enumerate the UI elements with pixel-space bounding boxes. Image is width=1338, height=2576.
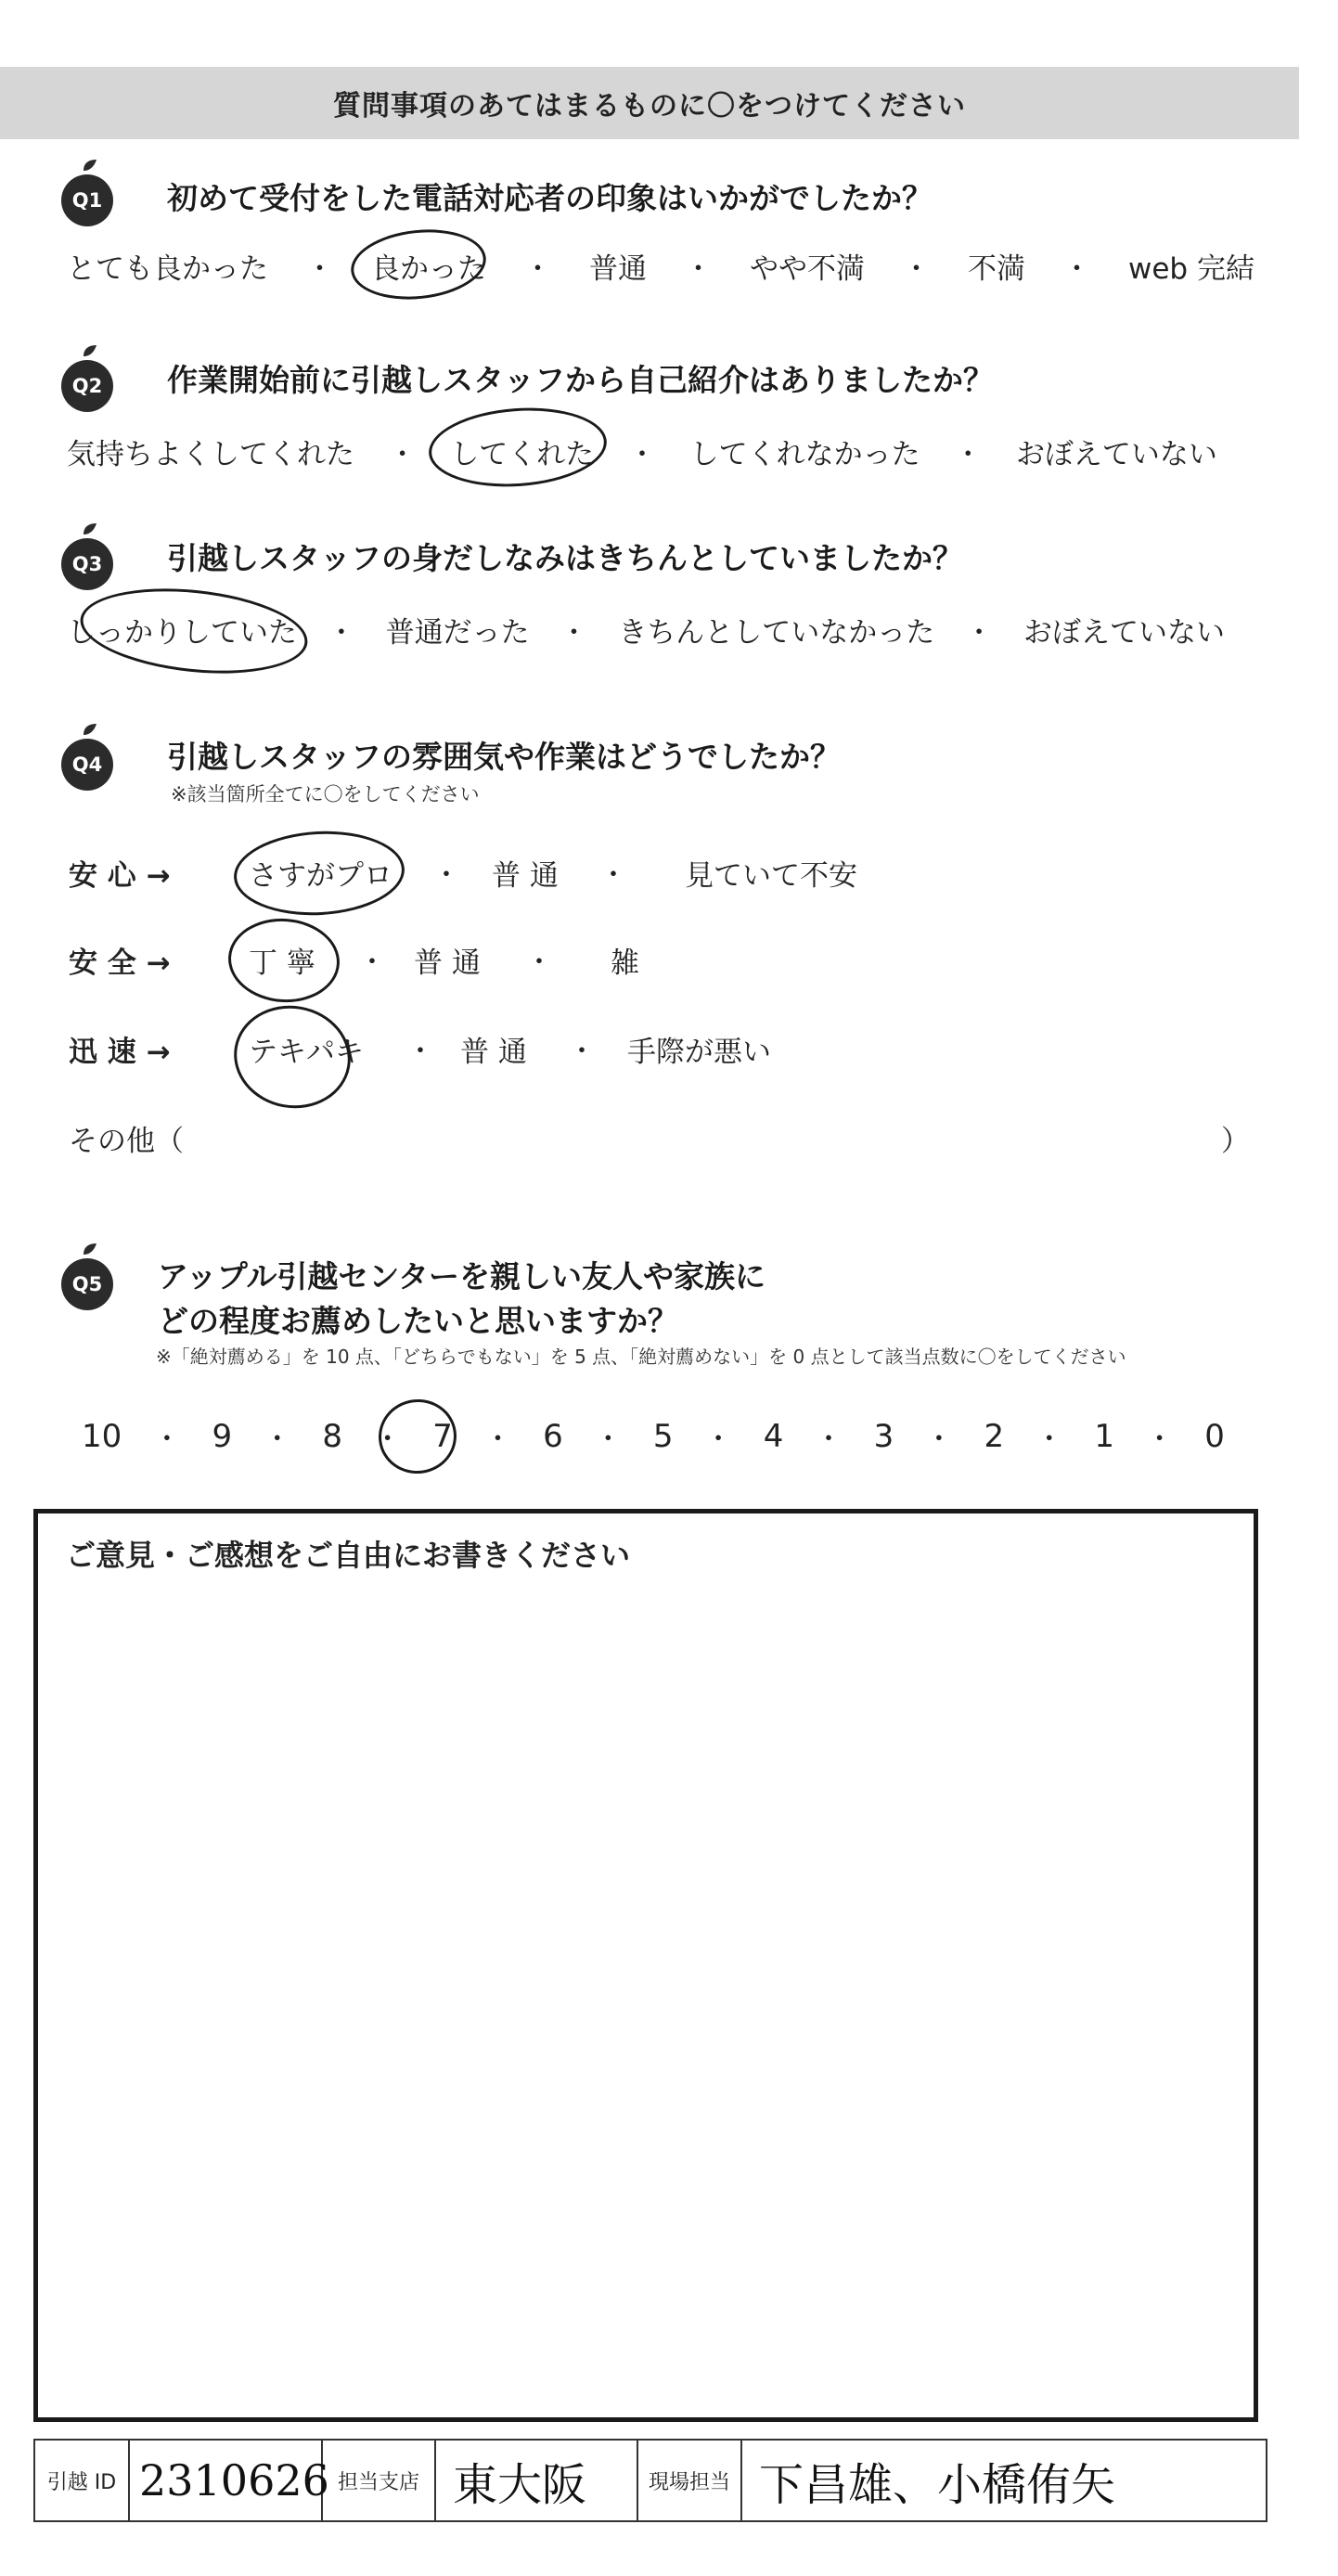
- separator-dot: ・: [599, 859, 627, 892]
- move-id-label: 引越 ID: [35, 2441, 130, 2520]
- instructions-header: [0, 67, 1299, 139]
- q1-option[interactable]: 普通: [589, 252, 647, 286]
- q4-row-label-anzen: 安 全 →: [69, 947, 171, 980]
- q3-option[interactable]: おぼえていない: [1023, 616, 1225, 650]
- branch-value: 東大阪: [434, 2441, 638, 2520]
- q3-option[interactable]: きちんとしていなかった: [618, 616, 935, 650]
- q2-option[interactable]: おぼえていない: [1015, 438, 1217, 471]
- q4-option-selected[interactable]: テキパキ: [249, 1036, 364, 1069]
- q3-question: 引越しスタッフの身だしなみはきちんとしていましたか？: [167, 540, 963, 576]
- leaf-icon: [82, 1242, 98, 1256]
- staff-label: 現場担当: [638, 2441, 742, 2520]
- separator-dot: ・: [560, 616, 588, 650]
- score-option[interactable]: 5: [652, 1418, 674, 1455]
- leaf-icon: [82, 722, 98, 737]
- separator-dot: ・: [406, 1036, 434, 1068]
- comments-title: ご意見・ご感想をご自由にお書きください: [66, 1538, 631, 1573]
- score-option[interactable]: 10: [82, 1418, 122, 1455]
- selection-circle: [76, 578, 312, 683]
- q4-other-close: ）: [1221, 1125, 1250, 1158]
- separator-dot: ・: [902, 252, 931, 286]
- q4-option-selected[interactable]: 丁 寧: [249, 947, 315, 980]
- separator-dot: ・: [1145, 1423, 1174, 1456]
- score-option[interactable]: 2: [984, 1418, 1005, 1455]
- q4-option-selected[interactable]: さすがプロ: [249, 859, 392, 893]
- separator-dot: ・: [924, 1423, 953, 1456]
- separator-dot: ・: [305, 252, 334, 286]
- q5-badge: Q5: [61, 1258, 113, 1310]
- selection-circle: [232, 827, 406, 920]
- score-option-selected[interactable]: 7: [432, 1418, 453, 1455]
- separator-dot: ・: [373, 1423, 402, 1456]
- q3-badge: Q3: [61, 538, 113, 590]
- leaf-icon: [82, 522, 98, 536]
- leaf-icon: [82, 158, 98, 173]
- q5-question-line1: アップル引越センターを親しい友人や家族に: [158, 1258, 766, 1294]
- separator-dot: ・: [704, 1423, 733, 1456]
- score-option[interactable]: 0: [1204, 1418, 1225, 1455]
- q3-option[interactable]: 普通だった: [385, 616, 530, 650]
- q2-badge: Q2: [61, 360, 113, 412]
- q1-option-selected[interactable]: 良かった: [371, 252, 486, 286]
- q4-option[interactable]: 見ていて不安: [685, 859, 857, 893]
- q1-option[interactable]: とても良かった: [67, 252, 268, 286]
- q4-option[interactable]: 普 通: [492, 859, 559, 893]
- score-option[interactable]: 1: [1094, 1418, 1114, 1455]
- q1-question: 初めて受付をした電話対応者の印象はいかがでしたか？: [167, 180, 933, 216]
- header-title: 質問事項のあてはまるものに〇をつけてください: [333, 90, 966, 122]
- separator-dot: ・: [1062, 252, 1091, 286]
- q1-option[interactable]: web 完結: [1128, 252, 1254, 286]
- separator-dot: ・: [523, 252, 552, 286]
- selection-circle: [426, 402, 609, 492]
- separator-dot: ・: [327, 616, 355, 650]
- separator-dot: ・: [152, 1423, 181, 1456]
- separator-dot: ・: [483, 1423, 512, 1456]
- leaf-icon: [82, 343, 98, 358]
- separator-dot: ・: [568, 1036, 596, 1068]
- separator-dot: ・: [432, 859, 460, 892]
- q4-option[interactable]: 雑: [611, 947, 639, 980]
- q2-option[interactable]: 気持ちよくしてくれた: [67, 438, 354, 471]
- q1-badge: Q1: [61, 174, 113, 226]
- q4-row-label-jinsoku: 迅 速 →: [69, 1036, 171, 1069]
- score-option[interactable]: 9: [212, 1418, 233, 1455]
- separator-dot: ・: [594, 1423, 623, 1456]
- separator-dot: ・: [525, 947, 553, 979]
- staff-value: 下昌雄、小橋侑矢: [759, 2458, 1116, 2511]
- q1-option[interactable]: 不満: [968, 252, 1025, 286]
- q4-question: 引越しスタッフの雰囲気や作業はどうでしたか？: [167, 739, 841, 775]
- q1-option[interactable]: やや不満: [750, 252, 865, 286]
- q4-row-label-anshin: 安 心 →: [69, 859, 171, 893]
- branch-label: 担当支店: [323, 2441, 436, 2520]
- comments-box[interactable]: [33, 1509, 1258, 2422]
- q5-note: ※「絶対薦める」を 10 点、「どちらでもない」を 5 点、「絶対薦めない」を 0 点として該当点数に〇をしてください: [156, 1346, 1126, 1368]
- q2-option-selected[interactable]: してくれた: [450, 438, 595, 471]
- q4-option[interactable]: 普 通: [414, 947, 481, 980]
- q4-option[interactable]: 普 通: [460, 1036, 527, 1069]
- selection-circle: [225, 997, 358, 1117]
- selection-circle: [225, 915, 342, 1006]
- separator-dot: ・: [388, 438, 417, 471]
- q1-options: [67, 245, 1254, 287]
- q5-question-line2: どの程度お薦めしたいと思いますか？: [158, 1303, 678, 1339]
- separator-dot: ・: [627, 438, 656, 471]
- score-option[interactable]: 8: [322, 1418, 342, 1455]
- q5-score-row: [82, 1416, 1225, 1457]
- q4-badge: Q4: [61, 739, 113, 791]
- q2-options: [67, 431, 1217, 472]
- selection-circle: [348, 224, 490, 306]
- footer-info-table: [33, 2439, 1267, 2522]
- q3-option-selected[interactable]: しっかりしていた: [67, 616, 297, 650]
- separator-dot: ・: [954, 438, 983, 471]
- q2-option[interactable]: してくれなかった: [689, 438, 920, 471]
- score-option[interactable]: 6: [543, 1418, 563, 1455]
- q4-other-label: その他（: [69, 1125, 184, 1158]
- separator-dot: ・: [815, 1423, 843, 1456]
- score-option[interactable]: 4: [763, 1418, 784, 1455]
- move-id-value: 2310626: [128, 2441, 323, 2520]
- q4-note: ※該当箇所全てに〇をしてください: [171, 783, 480, 805]
- separator-dot: ・: [1035, 1423, 1063, 1456]
- score-option[interactable]: 3: [873, 1418, 894, 1455]
- separator-dot: ・: [965, 616, 994, 650]
- separator-dot: ・: [358, 947, 386, 979]
- q4-option[interactable]: 手際が悪い: [627, 1036, 771, 1069]
- selection-circle: [374, 1395, 461, 1479]
- separator-dot: ・: [263, 1423, 291, 1456]
- q2-question: 作業開始前に引越しスタッフから自己紹介はありましたか？: [167, 362, 994, 398]
- separator-dot: ・: [684, 252, 713, 286]
